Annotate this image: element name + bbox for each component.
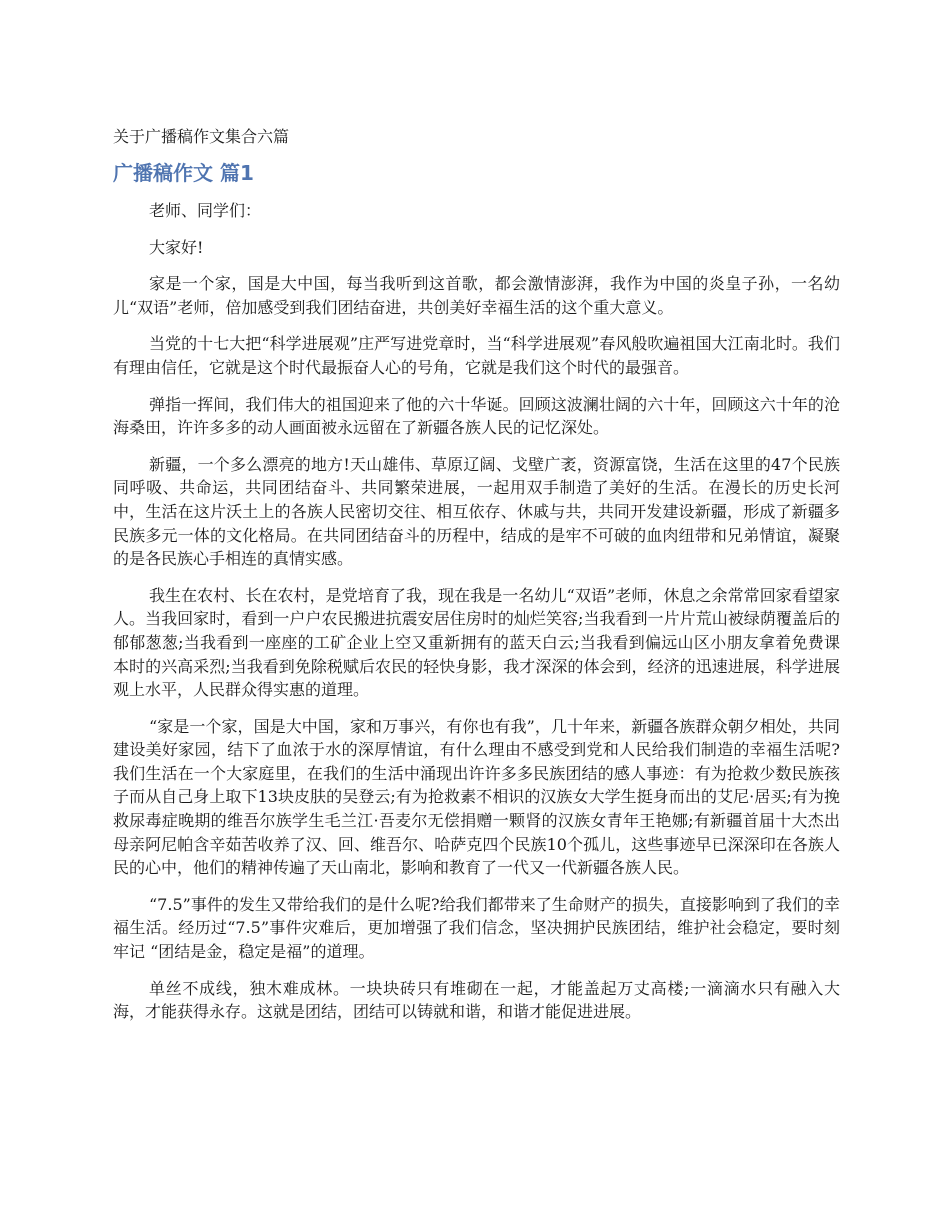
paragraph: 我生在农村、长在农村，是党培育了我，现在我是一名幼儿“双语”老师，休息之余常常回家看望家人。当我回家时，看到一户户农民搬进抗震安居住房时的灿烂笑容;当我看到一片片荒山被绿荫覆盖后的郁郁葱葱;当我看到一座座的工矿企业上空又重新拥有的蓝天白云;当我看到偏远山区小朋友拿着免费课本时的兴高采烈;当我看到免除税赋后农民的轻快身影，我才深深的体会到，经济的迅速进展，科学进展观上水平，人民群众得实惠的道理。 — [113, 585, 840, 700]
paragraph: 弹指一挥间，我们伟大的祖国迎来了他的六十华诞。回顾这波澜壮阔的六十年，回顾这六十年的沧海桑田，许许多多的动人画面被永远留在了新疆各族人民的记忆深处。 — [113, 394, 840, 438]
paragraph-greeting: 老师、同学们： — [149, 201, 262, 220]
section-heading: 广播稿作文 篇1 — [113, 161, 254, 185]
document-page — [113, 124, 840, 1037]
document-title: 关于广播稿作文集合六篇 — [113, 127, 290, 146]
paragraph: “7.5”事件的发生又带给我们的是什么呢?给我们都带来了生命财产的损失，直接影响到了我们的幸福生活。经历过“7.5”事件灾难后，更加增强了我们信念，坚决拥护民族团结，维护社会稳定，要时刻牢记 “团结是金，稳定是福”的道理。 — [113, 894, 840, 962]
paragraph: 家是一个家，国是大中国，每当我听到这首歌，都会激情澎湃，我作为中国的炎皇子孙，一名幼儿“双语”老师，倍加感受到我们团结奋进，共创美好幸福生活的这个重大意义。 — [113, 274, 840, 317]
paragraph: “家是一个家，国是大中国，家和万事兴，有你也有我”，几十年来，新疆各族群众朝夕相处，共同建设美好家园，结下了血浓于水的深厚情谊，有什么理由不感受到党和人民给我们制造的幸福生活呢?我们生活在一个大家庭里，在我们的生活中涌现出许许多多民族团结的感人事迹：有为抢救少数民族孩子而从自己身上取下13块皮肤的吴登云;有为抢救素不相识的汉族女大学生挺身而出的艾尼·居买;有为挽救尿毒症晚期的维吾尔族学生毛兰江·吾麦尔无偿捐赠一颗肾的汉族女青年王艳娜;有新疆首届十大杰出母亲阿尼帕含辛茹苦收养了汉、回、维吾尔、哈萨克四个民族10个孤儿，这些事迹早已深深印在各族人民的心中，他们的精神传遍了天山南北，影响和教育了一代又一代新疆各族人民。 — [113, 716, 840, 878]
paragraph: 单丝不成线，独木难成林。一块块砖只有堆砌在一起，才能盖起万丈高楼;一滴滴水只有融入大海，才能获得永存。这就是团结，团结可以铸就和谐，和谐才能促进进展。 — [113, 978, 840, 1022]
paragraph-salutation: 大家好! — [149, 237, 204, 257]
paragraph: 当党的十七大把“科学进展观”庄严写进党章时，当“科学进展观”春风般吹遍祖国大江南北时。我们有理由信任，它就是这个时代最振奋人心的号角，它就是我们这个时代的最强音。 — [113, 334, 840, 377]
paragraph: 新疆，一个多么漂亮的地方!天山雄伟、草原辽阔、戈壁广袤，资源富饶，生活在这里的47个民族同呼吸、共命运，共同团结奋斗、共同繁荣进展，一起用双手制造了美好的生活。在漫长的历史长河中，生活在这片沃土上的各族人民密切交往、相互依存、休戚与共，共同开发建设新疆，形成了新疆多民族多元一体的文化格局。在共同团结奋斗的历程中，结成的是牢不可破的血肉纽带和兄弟情谊，凝聚的是各民族心手相连的真情实感。 — [113, 454, 840, 569]
